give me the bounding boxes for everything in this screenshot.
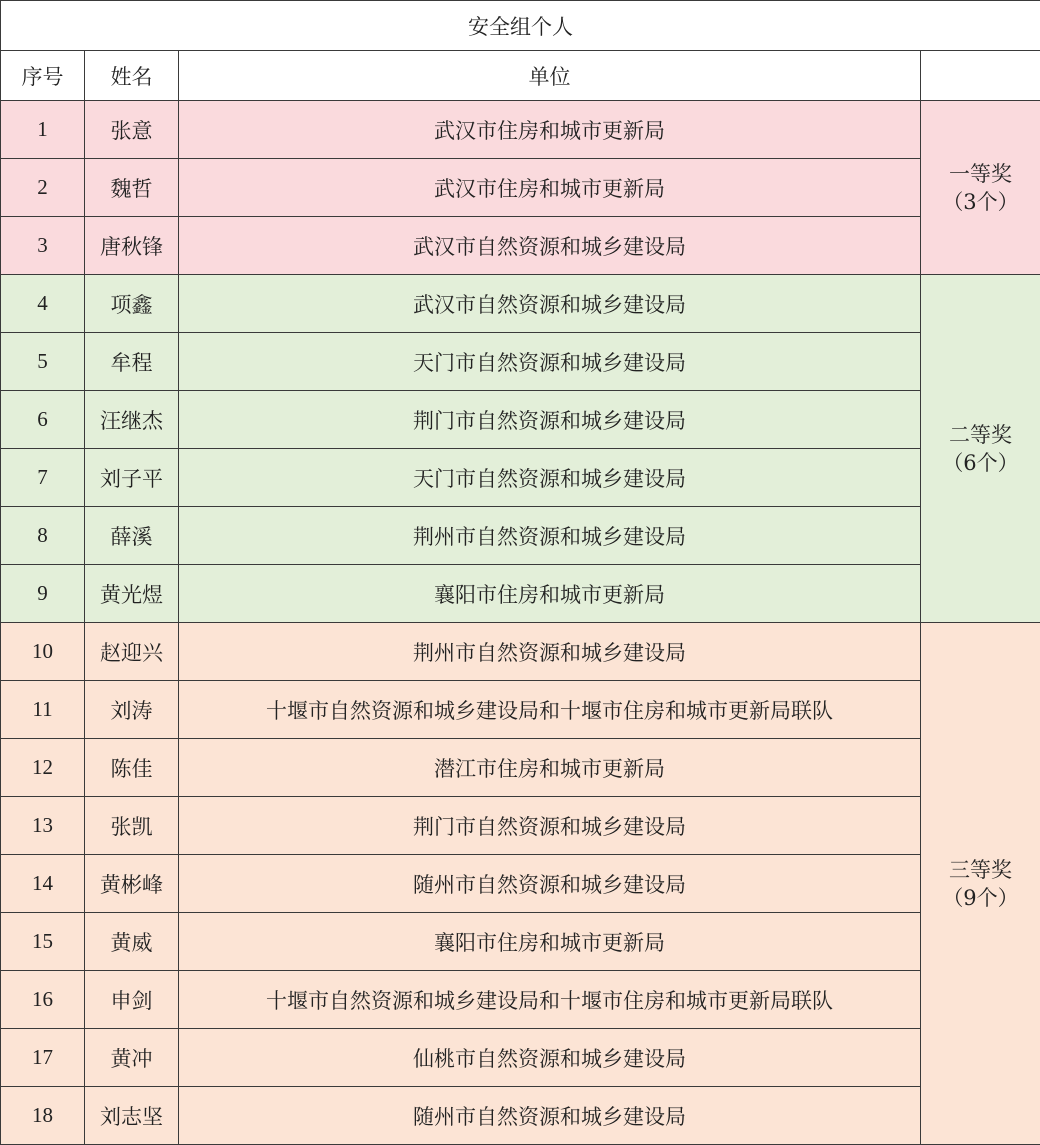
prize-label: 二等奖 [949, 422, 1012, 447]
cell-name: 汪继杰 [85, 391, 179, 449]
prize-count: （3个） [942, 189, 1019, 214]
title-row [1, 1, 1040, 51]
cell-index: 2 [1, 159, 85, 217]
cell-name: 唐秋锋 [85, 217, 179, 275]
cell-index: 14 [1, 855, 85, 913]
header-row [1, 51, 1040, 101]
table-body [1, 1, 1040, 1145]
cell-name: 薛溪 [85, 507, 179, 565]
table-row [1, 275, 1040, 333]
cell-unit: 十堰市自然资源和城乡建设局和十堰市住房和城市更新局联队 [179, 971, 921, 1029]
cell-index: 7 [1, 449, 85, 507]
table-row [1, 507, 1040, 565]
table-row [1, 1087, 1040, 1145]
cell-unit: 十堰市自然资源和城乡建设局和十堰市住房和城市更新局联队 [179, 681, 921, 739]
table-row [1, 913, 1040, 971]
cell-name: 刘涛 [85, 681, 179, 739]
cell-index: 18 [1, 1087, 85, 1145]
cell-name: 张意 [85, 101, 179, 159]
cell-index: 12 [1, 739, 85, 797]
cell-unit: 武汉市自然资源和城乡建设局 [179, 217, 921, 275]
cell-name: 黄彬峰 [85, 855, 179, 913]
cell-index: 17 [1, 1029, 85, 1087]
cell-index: 1 [1, 101, 85, 159]
cell-unit: 武汉市住房和城市更新局 [179, 159, 921, 217]
cell-name: 张凯 [85, 797, 179, 855]
cell-name: 陈佳 [85, 739, 179, 797]
cell-unit: 潜江市住房和城市更新局 [179, 739, 921, 797]
table-title: 安全组个人 [1, 1, 1040, 51]
table-row [1, 101, 1040, 159]
cell-name: 黄冲 [85, 1029, 179, 1087]
cell-index: 8 [1, 507, 85, 565]
cell-index: 4 [1, 275, 85, 333]
prize-cell-third [921, 623, 1040, 1145]
table-row [1, 391, 1040, 449]
header-name: 姓名 [85, 51, 179, 101]
cell-index: 15 [1, 913, 85, 971]
table-row [1, 565, 1040, 623]
table-row [1, 449, 1040, 507]
table-row [1, 797, 1040, 855]
cell-name: 黄光煜 [85, 565, 179, 623]
table-row [1, 217, 1040, 275]
cell-unit: 天门市自然资源和城乡建设局 [179, 449, 921, 507]
prize-count: （6个） [942, 450, 1019, 475]
prize-label: 一等奖 [949, 161, 1012, 186]
cell-unit: 襄阳市住房和城市更新局 [179, 913, 921, 971]
cell-name: 牟程 [85, 333, 179, 391]
cell-unit: 天门市自然资源和城乡建设局 [179, 333, 921, 391]
table-row [1, 623, 1040, 681]
cell-name: 刘子平 [85, 449, 179, 507]
table-row [1, 739, 1040, 797]
cell-unit: 随州市自然资源和城乡建设局 [179, 855, 921, 913]
table-row [1, 971, 1040, 1029]
cell-unit: 随州市自然资源和城乡建设局 [179, 1087, 921, 1145]
table-row [1, 159, 1040, 217]
cell-name: 刘志坚 [85, 1087, 179, 1145]
cell-name: 魏哲 [85, 159, 179, 217]
table-row [1, 855, 1040, 913]
cell-name: 申剑 [85, 971, 179, 1029]
prize-count: （9个） [942, 885, 1019, 910]
cell-index: 5 [1, 333, 85, 391]
cell-name: 项鑫 [85, 275, 179, 333]
header-prize [921, 51, 1040, 101]
cell-unit: 荆州市自然资源和城乡建设局 [179, 507, 921, 565]
cell-index: 10 [1, 623, 85, 681]
cell-index: 9 [1, 565, 85, 623]
cell-unit: 武汉市自然资源和城乡建设局 [179, 275, 921, 333]
cell-index: 11 [1, 681, 85, 739]
cell-index: 16 [1, 971, 85, 1029]
table-row [1, 681, 1040, 739]
table-row [1, 1029, 1040, 1087]
cell-index: 6 [1, 391, 85, 449]
table-row [1, 333, 1040, 391]
cell-name: 赵迎兴 [85, 623, 179, 681]
cell-index: 13 [1, 797, 85, 855]
prize-cell-first [921, 101, 1040, 275]
cell-unit: 武汉市住房和城市更新局 [179, 101, 921, 159]
cell-index: 3 [1, 217, 85, 275]
header-index: 序号 [1, 51, 85, 101]
header-unit: 单位 [179, 51, 921, 101]
cell-unit: 襄阳市住房和城市更新局 [179, 565, 921, 623]
prize-cell-second [921, 275, 1040, 623]
cell-unit: 荆州市自然资源和城乡建设局 [179, 623, 921, 681]
cell-name: 黄威 [85, 913, 179, 971]
prize-label: 三等奖 [949, 857, 1012, 882]
cell-unit: 荆门市自然资源和城乡建设局 [179, 391, 921, 449]
cell-unit: 荆门市自然资源和城乡建设局 [179, 797, 921, 855]
cell-unit: 仙桃市自然资源和城乡建设局 [179, 1029, 921, 1087]
